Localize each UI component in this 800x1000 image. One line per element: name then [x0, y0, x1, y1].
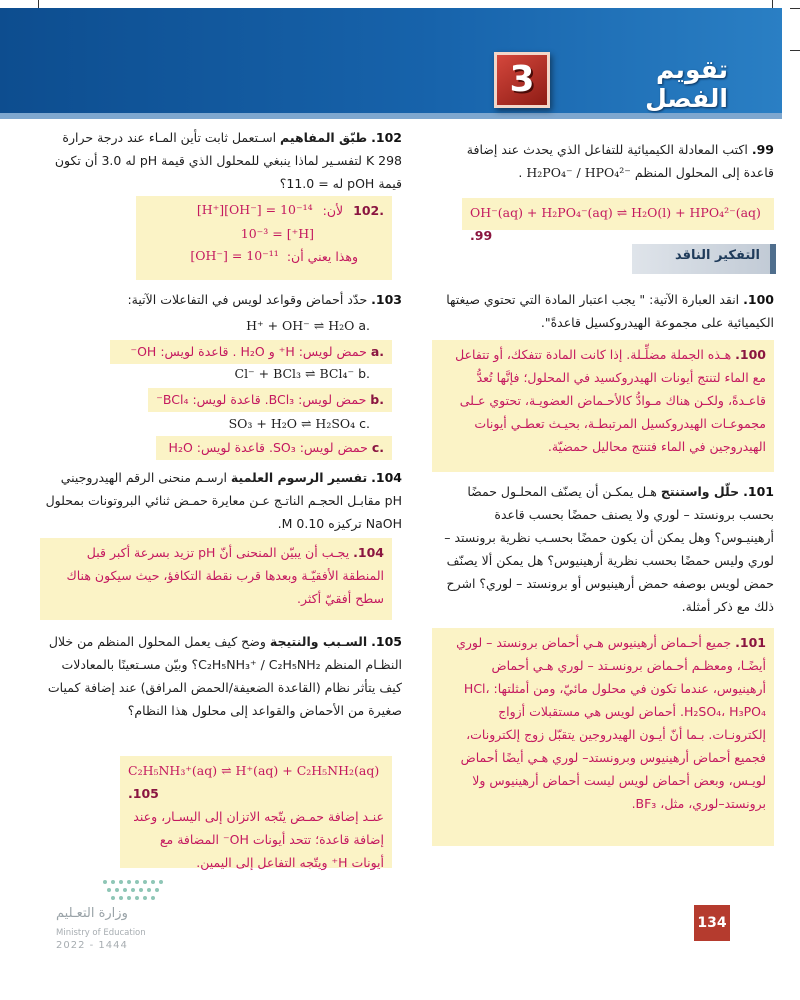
hydrogen-concentration: [H⁺] = 10⁻³	[240, 226, 314, 241]
answer-103b	[148, 388, 392, 412]
answer-letter: .c	[371, 440, 384, 455]
answer-letter: .a	[370, 344, 384, 359]
answer-number: .99	[470, 228, 493, 243]
means-label: وهذا يعني أن:	[286, 249, 358, 264]
answer-text: هـذه الجملة مضلِّـلة. إذا كانت المادة تتفكك، أو تتفاعل مع الماء لتنتج أيونات الهيدروكسيد في المحلول؛ فإنَّها تُعدُّ قاعـدةً، ولكـن هناك مـوادُّ كالأحـماض العضويـة، تحتوي عـلى مجموعـات الهيدروكسيل المرتبطـة، بحيـث تعطـي أيونات الهيدروجين في الماء فتنتج محاليل حمضيّة.	[455, 347, 766, 454]
answer-text: حمض لويس: H⁺ و H₂O . قاعدة لويس: OH⁻	[130, 344, 367, 359]
water-ion-product: [H⁺][OH⁻] = 10⁻¹⁴	[196, 202, 313, 217]
ministry-name-arabic: وزارة التعـليم	[56, 906, 128, 921]
question-text: حدّد أحماض وقواعد لويس في التفاعلات الآتية:	[127, 292, 368, 307]
question-number: 99.	[751, 142, 774, 157]
answer-text: حمض لويس: BCl₃. قاعدة لويس: BCl₄⁻	[156, 392, 367, 407]
item-letter: .c	[359, 416, 370, 431]
buffer-formula: H₂PO₄⁻ / HPO₄²⁻	[526, 165, 631, 180]
answer-101	[432, 628, 774, 846]
question-text: اسـتعمل ثابت تأين المـاء عند درجة حرارة 298 K لتفسـير لماذا ينبغي للمحلول الذي قيمة pH له 3.0 أن تكون قيمة pOH له = 11.0؟	[54, 130, 402, 191]
answer-99	[462, 198, 774, 243]
question-number: 102.	[371, 130, 402, 145]
question-104	[40, 466, 402, 535]
question-number: 100.	[743, 292, 774, 307]
answer-number: 100.	[735, 347, 766, 362]
answer-equation: C₂H₅NH₃⁺(aq) ⇌ H⁺(aq) + C₂H₅NH₂(aq)	[128, 763, 380, 778]
chapter-title: تقويم الفصل	[645, 55, 728, 113]
reaction-equation: SO₃ + H₂O ⇌ H₂SO₄	[228, 416, 356, 431]
answer-text: عنـد إضافة حمـض يتّجه الاتزان إلى اليسـار، وعند إضافة قاعدة؛ تتحد أيونات OH⁻ المضافة مع أيونات H⁺ ويتّجه التفاعل إلى اليمين.	[133, 809, 384, 870]
question-number: 105.	[371, 634, 402, 649]
answer-103a	[110, 340, 392, 364]
question-number: 101.	[743, 484, 774, 499]
crop-mark	[790, 50, 800, 51]
answer-text: يجـب أن يبيّن المنحنى أنّ pH تزيد بسرعة أكبر قبل المنطقة الأفقيّـة وبعدها قرب نقطة التكافؤ، حيث سيكون هناك سطح أفقيّ أكثر.	[66, 545, 384, 606]
answer-104	[40, 538, 392, 620]
because-label: لأن:	[322, 203, 344, 218]
answer-103c	[156, 436, 392, 460]
reaction-a	[200, 314, 370, 337]
question-105	[40, 630, 402, 722]
skill-keyword: السـبب والنتيجة	[269, 634, 368, 649]
answer-number: .105	[128, 786, 159, 801]
question-number: 104.	[371, 470, 402, 485]
answer-number: .102	[353, 203, 384, 218]
header-underline	[0, 113, 782, 119]
answer-text: حمض لويس: SO₃. قاعدة لويس: H₂O	[168, 440, 368, 455]
question-text: هـل يمكـن أن يصنّف المحلـول حمضًا بحسب برونستد – لوري ولا يصنف حمضًا بحسب قاعدة أرهينيـوس؟ وهل يمكن أن يكون حمضًا بحسـب نظرية برونستد – لوري وليس حمضًا بحسب نظرية أرهينيوس؟ هل يمكن ألا يصنّف حمض لويس بوصفه حمض أرهينيوس أو برونستد – لوري؟ اشرح ذلك مع ذكر أمثلة.	[444, 484, 774, 614]
answer-text: جميع أحـماض أرهينيوس هـي أحماض برونستد – لوري أيضًـا، ومعظـم أحـماض برونسـتد – لوري هـي أحماض أرهينيوس، عندما تكون في محلول مائيّ، ومن أمثلتها: HCl، H₂SO₄، H₃PO₄. أحماض لويس هي مستقبلات أزواج إلكترونـات. بـما أنّ أيـون الهيدروجين يتقبّل زوج إلكترونات، فجميع أحماض أرهينيوس وبرونستد– لوري هـي أيضًا أحماض لويـس، وبعض أحماض لويس ليست أحماض أرهينيوس ولا برونستد–لوري، مثل، BF₃.	[456, 635, 766, 811]
answer-105	[120, 756, 392, 868]
critical-thinking-tab: التفكير الناقد	[632, 244, 776, 274]
question-text: ارسـم منحنى الرقم الهيدروجيني pH مقابـل الحجـم الناتـج عـن معايرة حمـض ثنائي البروتونات بمحلول NaOH تركيزه 0.10 M.	[45, 470, 402, 531]
reaction-b	[190, 362, 370, 385]
question-103	[40, 288, 402, 311]
answer-100	[432, 340, 774, 472]
answer-equation: OH⁻(aq) + H₂PO₄⁻(aq) ⇌ H₂O(l) + HPO₄²⁻(aq) .99	[470, 205, 761, 243]
reaction-c	[186, 412, 370, 435]
edition-year: 2022 - 1444	[56, 940, 128, 951]
answer-102	[136, 196, 392, 280]
answer-number: 101.	[735, 635, 766, 650]
reaction-equation: Cl⁻ + BCl₃ ⇌ BCl₄⁻	[234, 366, 355, 381]
ministry-logo-icon	[100, 876, 170, 904]
page-number: 134	[694, 905, 730, 941]
answer-number: 104.	[353, 545, 384, 560]
question-text: انقد العبارة الآتية: " يجب اعتبار المادة التي تحتوي صيغتها الكيميائية على مجموعة الهيدروكسيل قاعدةً".	[446, 292, 774, 330]
ministry-name-english: Ministry of Education	[56, 928, 146, 938]
skill-keyword: تفسير الرسوم العلمية	[230, 470, 368, 485]
question-101	[436, 480, 774, 618]
skill-keyword: حلّل واستنتج	[660, 484, 740, 499]
crop-mark	[790, 8, 800, 9]
chapter-number-badge	[494, 52, 550, 108]
reaction-equation: H⁺ + OH⁻ ⇌ H₂O	[246, 318, 355, 333]
question-number: 103.	[371, 292, 402, 307]
item-letter: .b	[358, 366, 370, 381]
skill-keyword: طبّق المفاهيم	[280, 130, 368, 145]
question-text: اكتب المعادلة الكيميائية للتفاعل الذي يحدث عند إضافة قاعدة إلى المحلول المنظم	[466, 142, 774, 180]
question-99: 99. اكتب المعادلة الكيميائية للتفاعل الذي يحدث عند إضافة قاعدة إلى المحلول المنظم H₂PO₄⁻ / HPO₄²⁻ .	[466, 142, 774, 180]
question-100	[436, 288, 774, 334]
answer-letter: .b	[370, 392, 384, 407]
question-102	[40, 126, 402, 195]
hydroxide-concentration: [OH⁻] = 10⁻¹¹	[190, 248, 279, 263]
question-text: وضح كيف يعمل المحلول المنظم من خلال النظـام المنظم C₂H₅NH₃⁺ / C₂H₅NH₂؟ وبيّن مسـتعينًا بالمعادلات كيف يتأثر نظام (القاعدة الضعيفة/الحمض المرافق) عند إضافة كميات صغيرة من الأحماض والقواعد إلى محلول هذا النظام؟	[47, 634, 402, 718]
chapter-number: 3	[509, 59, 535, 100]
item-letter: .a	[358, 318, 370, 333]
